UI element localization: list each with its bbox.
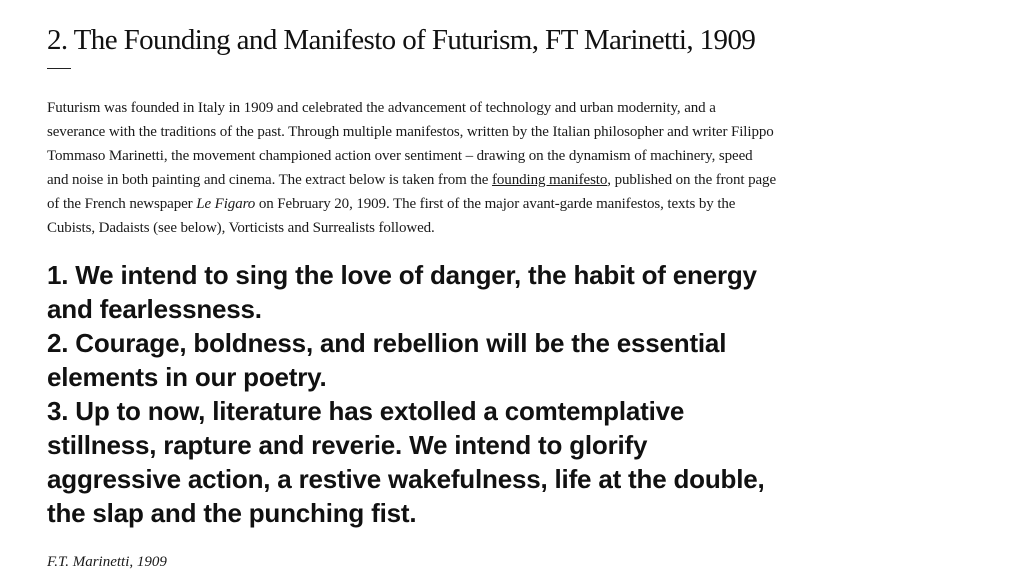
quote-attribution: F.T. Marinetti, 1909 xyxy=(47,554,167,570)
founding-manifesto-link[interactable]: founding manifesto xyxy=(492,172,608,188)
intro-text-part3: on February 20, 1909. The first of the major avant-garde manifestos, texts by the Cubists, Dadaists (see below), Vorticists and Surrealists followed. xyxy=(47,196,736,236)
quote-line-1: 1. We intend to sing the love of danger, the habit of energy and fearlessness. xyxy=(47,260,757,324)
intro-text-part1: Futurism was founded in Italy in 1909 and celebrated the advancement of technology and urban modernity, and a severance with the traditions of the past. Through multiple manifestos, written by the Italian philosopher and writer Filippo Tommaso Marinetti, the movement championed action over sentiment – drawing on the dynamism of machinery, speed and noise in both painting and cinema. The extract below is taken from the xyxy=(47,100,774,188)
quote-line-2: 2. Courage, boldness, and rebellion will be the essential elements in our poetry. xyxy=(47,328,727,392)
article xyxy=(47,20,787,572)
intro-paragraph xyxy=(47,96,777,240)
quote-line-3: 3. Up to now, literature has extolled a comtemplative stillness, rapture and reverie. We intend to glorify aggressive action, a restive wakefulness, life at the double, the slap and the punching fist. xyxy=(47,396,765,528)
manifesto-quote xyxy=(47,258,787,530)
article-heading: 2. The Founding and Manifesto of Futurism, FT Marinetti, 1909 xyxy=(47,24,756,56)
intro-text-part2: , published on the front page of the French newspaper xyxy=(47,172,777,212)
heading-divider xyxy=(47,68,71,69)
newspaper-name: Le Figaro xyxy=(196,196,256,212)
